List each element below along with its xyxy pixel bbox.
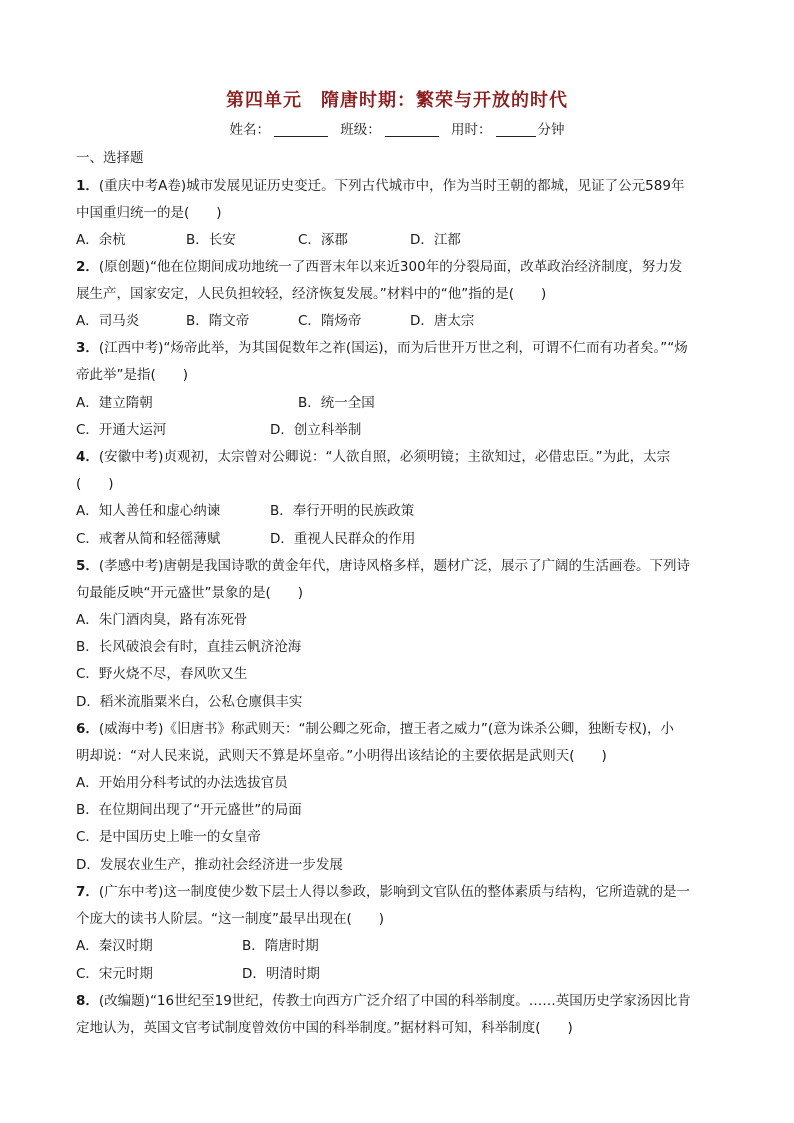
question-2-option-c[interactable]: C．隋炀帝 — [298, 313, 362, 329]
class-label: 班级： — [340, 122, 381, 138]
time-label: 用时： — [451, 122, 492, 138]
question-1-option-a[interactable]: A．余杭 — [76, 232, 126, 248]
name-label: 姓名： — [229, 122, 270, 138]
section-heading: 一、选择题 — [76, 150, 144, 166]
question-6-line-2: 明却说：“对人民来说，武则天不算是坏皇帝。”小明得出该结论的主要依据是武则天( ) — [76, 748, 607, 764]
document-title: 第四单元 隋唐时期：繁荣与开放的时代 — [226, 90, 568, 111]
question-7-option-c[interactable]: C．宋元时期 — [76, 966, 153, 982]
question-3-option-d[interactable]: D．创立科举制 — [270, 422, 362, 438]
question-5-option-a[interactable]: A．朱门酒肉臭，路有冻死骨 — [76, 612, 248, 628]
question-5-line-2: 句最能反映“开元盛世”景象的是( ) — [76, 585, 304, 601]
question-1-option-d[interactable]: D．江都 — [410, 232, 461, 248]
question-1-line-2: 中国重归统一的是( ) — [76, 205, 222, 221]
question-4-option-a[interactable]: A．知人善任和虚心纳谏 — [76, 503, 221, 519]
question-1-number: 1． — [76, 178, 99, 194]
question-3-line-2: 帝此举”是指( ) — [76, 367, 189, 383]
class-blank[interactable] — [385, 122, 439, 137]
question-5-line-1: 5．(孝感中考)唐朝是我国诗歌的黄金年代，唐诗风格多样，题材广泛，展示了广阔的生活画卷。下列诗 — [76, 558, 690, 574]
question-1-option-b[interactable]: B．长安 — [186, 232, 236, 248]
question-3-number: 3． — [76, 340, 99, 356]
question-4-option-d[interactable]: D．重视人民群众的作用 — [270, 531, 416, 547]
question-7-option-d[interactable]: D．明清时期 — [242, 966, 320, 982]
question-2-line-2: 展生产，国家安定，人民负担较轻，经济恢复发展。”材料中的“他”指的是( ) — [76, 286, 547, 302]
question-6-option-c[interactable]: C．是中国历史上唯一的女皇帝 — [76, 829, 261, 845]
question-1-line-1: 1．(重庆中考A卷)城市发展见证历史变迁。下列古代城市中，作为当时王朝的都城，见证了公元589年 — [76, 178, 685, 194]
question-3-option-b[interactable]: B．统一全国 — [298, 395, 375, 411]
question-8-line-2: 定地认为，英国文官考试制度曾效仿中国的科举制度。”据材料可知，科举制度( ) — [76, 1020, 573, 1036]
question-1-option-c[interactable]: C．涿郡 — [298, 232, 348, 248]
question-2-line-1: 2．(原创题)“他在位期间成功地统一了西晋末年以来近300年的分裂局面，改革政治经济制度，努力发 — [76, 259, 683, 275]
question-7-line-2: 个庞大的读书人阶层。“这一制度”最早出现在( ) — [76, 911, 385, 927]
question-2-option-d[interactable]: D．唐太宗 — [410, 313, 475, 329]
question-6-option-b[interactable]: B．在位期间出现了“开元盛世”的局面 — [76, 802, 302, 818]
question-3-option-c[interactable]: C．开通大运河 — [76, 422, 167, 438]
question-4-option-b[interactable]: B．奉行开明的民族政策 — [270, 503, 415, 519]
question-7-option-b[interactable]: B．隋唐时期 — [242, 938, 319, 954]
question-7-line-1: 7．(广东中考)这一制度使少数下层士人得以参政，影响到文官队伍的整体素质与结构，它所造就的是一 — [76, 884, 690, 900]
question-6-option-d[interactable]: D．发展农业生产，推动社会经济进一步发展 — [76, 857, 343, 873]
student-info-line — [0, 118, 794, 138]
question-7-option-a[interactable]: A．秦汉时期 — [76, 938, 153, 954]
time-unit: 分钟 — [537, 122, 565, 138]
question-4-option-c[interactable]: C．戒奢从简和轻徭薄赋 — [76, 531, 221, 547]
question-4-line-2: ( ) — [76, 476, 114, 492]
question-2-option-a[interactable]: A．司马炎 — [76, 313, 140, 329]
question-8-line-1: 8．(改编题)“16世纪至19世纪，传教士向西方广泛介绍了中国的科举制度。……英国历史学家汤因比肯 — [76, 993, 691, 1009]
question-6-number: 6． — [76, 721, 99, 737]
question-8-number: 8． — [76, 993, 99, 1009]
question-6-option-a[interactable]: A．开始用分科考试的办法选拔官员 — [76, 775, 288, 791]
name-blank[interactable] — [274, 122, 328, 137]
question-4-number: 4． — [76, 449, 99, 465]
question-4-line-1: 4．(安徽中考)贞观初，太宗曾对公卿说：“人欲自照，必须明镜；主欲知过，必借忠臣。”为此，太宗 — [76, 449, 671, 465]
question-7-number: 7． — [76, 884, 99, 900]
question-3-line-1: 3．(江西中考)“炀帝此举，为其国促数年之祚(国运)，而为后世开万世之利，可谓不仁而有功者矣。”“炀 — [76, 340, 688, 356]
time-blank[interactable] — [496, 122, 536, 137]
question-2-option-b[interactable]: B．隋文帝 — [186, 313, 250, 329]
question-5-number: 5． — [76, 558, 99, 574]
question-5-option-c[interactable]: C．野火烧不尽，春风吹又生 — [76, 666, 248, 682]
question-2-number: 2． — [76, 259, 99, 275]
question-5-option-b[interactable]: B．长风破浪会有时，直挂云帆济沧海 — [76, 639, 302, 655]
question-5-option-d[interactable]: D．稻米流脂粟米白，公私仓廪俱丰实 — [76, 694, 303, 710]
question-3-option-a[interactable]: A．建立隋朝 — [76, 395, 153, 411]
question-6-line-1: 6．(威海中考)《旧唐书》称武则天：“制公卿之死命，擅王者之威力”(意为诛杀公卿，独断专权)，小 — [76, 721, 674, 737]
